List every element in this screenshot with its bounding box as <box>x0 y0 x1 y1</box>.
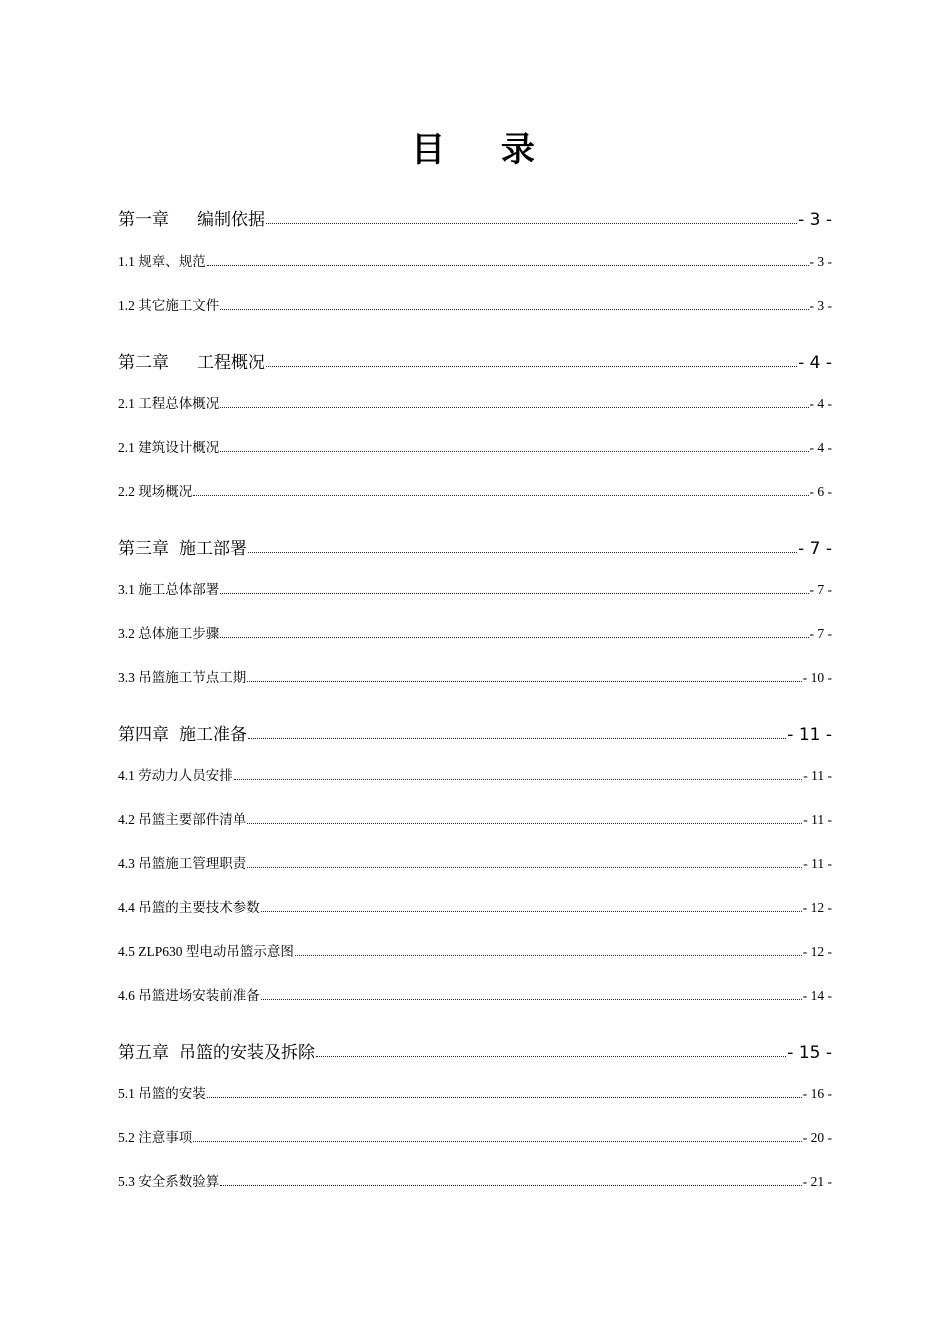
page-number: - 20 - <box>802 1130 832 1145</box>
toc-section-entry[interactable] <box>118 1082 832 1102</box>
dot-leader <box>220 637 808 638</box>
toc-entry-label: 4.1 劳动力人员安排 <box>118 768 233 783</box>
page-number: - 11 - <box>803 856 832 871</box>
toc-entry-label: 1.1 规章、规范 <box>118 254 206 269</box>
dot-leader <box>234 779 803 780</box>
toc-section-entry[interactable] <box>118 392 832 412</box>
page-number: - 6 - <box>809 484 832 499</box>
chapter-number: 第五章 <box>118 1043 169 1063</box>
dot-leader <box>261 911 802 912</box>
toc-entry-label: 4.4 吊篮的主要技术参数 <box>118 900 260 915</box>
toc-chapter-entry[interactable] <box>118 534 832 558</box>
toc-section-entry[interactable] <box>118 940 832 960</box>
toc-section-entry[interactable] <box>118 622 832 642</box>
dot-leader <box>193 495 808 496</box>
toc-section-entry[interactable] <box>118 1170 832 1190</box>
page-number: - 14 - <box>802 988 832 1003</box>
toc-entry-label <box>118 534 247 559</box>
toc-entry-label <box>118 348 265 373</box>
dot-leader <box>220 593 808 594</box>
chapter-number: 第一章 <box>118 210 169 230</box>
chapter-title: 施工部署 <box>179 539 247 559</box>
page-number: - 3 - <box>809 254 832 269</box>
chapter-title: 工程概况 <box>197 353 265 373</box>
page-number: - 4 - <box>809 396 832 411</box>
toc-title: 目 录 <box>411 130 557 170</box>
toc-section-entry[interactable] <box>118 294 832 314</box>
page-number: - 12 - <box>802 900 832 915</box>
page-number: - 12 - <box>802 944 832 959</box>
toc-entry-label: 5.3 安全系数验算 <box>118 1174 220 1189</box>
chapter-title: 编制依据 <box>197 210 265 230</box>
chapter-number: 第三章 <box>118 539 169 559</box>
dot-leader <box>295 955 802 956</box>
toc-section-entry[interactable] <box>118 578 832 598</box>
toc-entry-label <box>118 1038 315 1063</box>
toc-section-entry[interactable] <box>118 896 832 916</box>
dot-leader <box>207 265 809 266</box>
toc-entry-label: 2.1 工程总体概况 <box>118 396 220 411</box>
toc-section-entry[interactable] <box>118 480 832 500</box>
dot-leader <box>261 999 802 1000</box>
page-number: - 7 - <box>798 539 832 559</box>
page-number: - 3 - <box>809 298 832 313</box>
toc-chapter-entry[interactable] <box>118 205 832 229</box>
dot-leader <box>220 407 808 408</box>
toc-chapter-entry[interactable] <box>118 348 832 372</box>
toc-entry-label <box>118 205 265 230</box>
page-number: - 15 - <box>787 1043 832 1063</box>
dot-leader <box>248 552 797 553</box>
toc-section-entry[interactable] <box>118 250 832 270</box>
dot-leader <box>247 681 802 682</box>
chapter-number: 第四章 <box>118 725 169 745</box>
toc-entry-label: 4.3 吊篮施工管理职责 <box>118 856 247 871</box>
dot-leader <box>248 738 786 739</box>
toc-entry-label: 3.1 施工总体部署 <box>118 582 220 597</box>
chapter-title: 施工准备 <box>179 725 247 745</box>
page-number: - 10 - <box>802 670 832 685</box>
toc-entry-label: 3.3 吊篮施工节点工期 <box>118 670 247 685</box>
toc-section-entry[interactable] <box>118 1126 832 1146</box>
toc-section-entry[interactable] <box>118 852 832 872</box>
toc-entry-label: 4.5 ZLP630 型电动吊篮示意图 <box>118 944 294 959</box>
toc-entry-label: 4.6 吊篮进场安装前准备 <box>118 988 260 1003</box>
page-number: - 21 - <box>802 1174 832 1189</box>
toc-entry-label: 1.2 其它施工文件 <box>118 298 220 313</box>
dot-leader <box>220 1185 802 1186</box>
toc-section-entry[interactable] <box>118 808 832 828</box>
page-number: - 16 - <box>802 1086 832 1101</box>
dot-leader <box>220 309 808 310</box>
page-number: - 11 - <box>803 812 832 827</box>
chapter-number: 第二章 <box>118 353 169 373</box>
dot-leader <box>266 223 797 224</box>
page-number: - 11 - <box>803 768 832 783</box>
toc-section-entry[interactable] <box>118 436 832 456</box>
toc-section-entry[interactable] <box>118 764 832 784</box>
page-number: - 3 - <box>798 210 832 230</box>
dot-leader <box>193 1141 802 1142</box>
dot-leader <box>220 451 808 452</box>
toc-entry-label: 5.2 注意事项 <box>118 1130 193 1145</box>
toc-entry-label: 4.2 吊篮主要部件清单 <box>118 812 247 827</box>
page-number: - 7 - <box>809 582 832 597</box>
toc-entry-label: 3.2 总体施工步骤 <box>118 626 220 641</box>
dot-leader <box>207 1097 802 1098</box>
dot-leader <box>266 366 797 367</box>
dot-leader <box>247 823 802 824</box>
toc-section-entry[interactable] <box>118 984 832 1004</box>
toc-chapter-entry[interactable] <box>118 1038 832 1062</box>
toc-entry-label: 5.1 吊篮的安装 <box>118 1086 206 1101</box>
dot-leader <box>247 867 802 868</box>
toc-entry-label: 2.2 现场概况 <box>118 484 193 499</box>
page-number: - 4 - <box>809 440 832 455</box>
toc-section-entry[interactable] <box>118 666 832 686</box>
toc-chapter-entry[interactable] <box>118 720 832 744</box>
page-number: - 4 - <box>798 353 832 373</box>
chapter-title: 吊篮的安装及拆除 <box>179 1043 315 1063</box>
page-number: - 11 - <box>787 725 832 745</box>
toc-entry-label <box>118 720 247 745</box>
dot-leader <box>316 1056 786 1057</box>
page-number: - 7 - <box>809 626 832 641</box>
toc-entry-label: 2.1 建筑设计概况 <box>118 440 220 455</box>
